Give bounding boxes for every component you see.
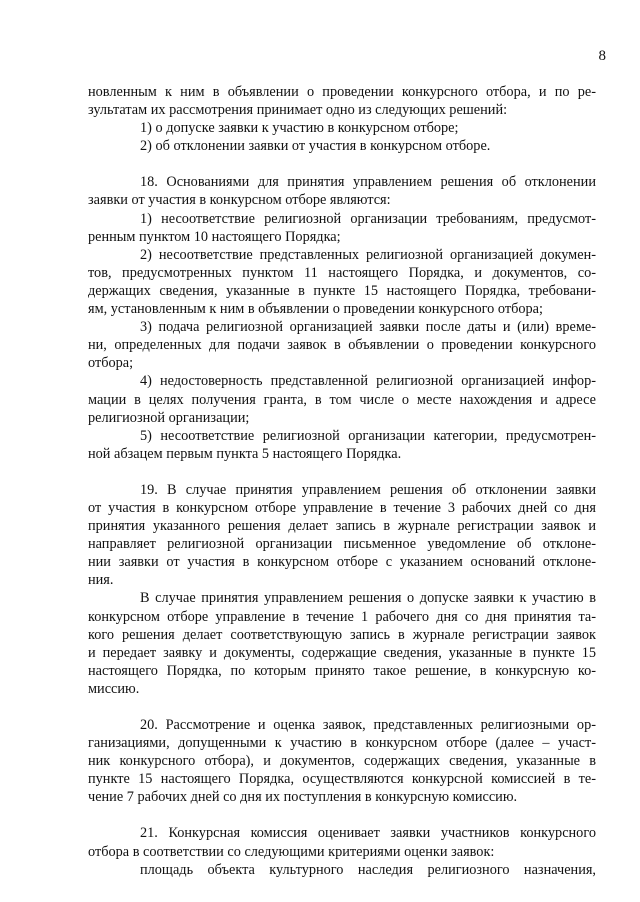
text-line: от участия в конкурсном отборе управление в течение 3 рабочих дней со дня (88, 499, 596, 516)
text-line: 19. В случае принятия управлением решения об отклонении заявки (140, 481, 596, 498)
text-line: 3) подача религиозной организацией заявки после даты и (или) време- (140, 319, 596, 336)
paragraph (88, 481, 596, 590)
paragraph-gap (88, 155, 596, 173)
text-line: направляет религиозной организации письменное уведомление об отклоне- (88, 536, 596, 553)
text-line: религиозной организации; (88, 409, 250, 426)
paragraph (88, 427, 596, 463)
text-line: 18. Основаниями для принятия управлением решения об отклонении (140, 174, 596, 191)
text-line: В случае принятия управлением решения о допуске заявки к участию в (140, 590, 596, 607)
text-line: 21. Конкурсная комиссия оценивает заявки участников конкурсного (140, 825, 596, 842)
text-line: 1) несоответствие религиозной организации требованиям, предусмот- (140, 210, 596, 227)
text-line: и передает заявку и документы, содержащие сведения, указанные в пункте 15 (88, 644, 596, 661)
text-line: 5) несоответствие религиозной организации категории, предусмотрен- (140, 427, 596, 444)
text-line: настоящего Порядка, по которым принято такое решение, в конкурсную ко- (88, 662, 596, 679)
text-line: конкурсном отборе управление в течение 1 рабочего дня со дня принятия та- (88, 608, 596, 625)
paragraph (88, 246, 596, 318)
paragraph (88, 824, 596, 860)
text-line: ни, определенных для подачи заявок в объявлении о проведении конкурсного (88, 337, 596, 354)
text-line: ник конкурсного отбора), и документов, содержащих сведения, указанные в (88, 753, 596, 770)
paragraph-gap (88, 806, 596, 824)
text-line: заявки от участия в конкурсном отборе являются: (88, 192, 391, 209)
text-line: новленным к ним в объявлении о проведении конкурсного отбора, и по ре- (88, 84, 596, 100)
text-line: принятия указанного решения делает запись в журнале регистрации заявок и (88, 518, 596, 535)
text-line: 4) недостоверность представленной религиозной организацией инфор- (140, 373, 596, 390)
text-line: мации в целях получения гранта, в том числе о месте нахождения и адресе (88, 391, 596, 408)
text-line: ганизациями, допущенными к участию в конкурсном отборе (далее – участ- (88, 735, 596, 752)
paragraph (88, 372, 596, 426)
text-line: держащих сведения, указанные в пункте 15 настоящего Порядка, требовани- (88, 282, 596, 299)
text-line: площадь объекта культурного наследия религиозного назначения, (140, 861, 596, 878)
text-line: 1) о допуске заявки к участию в конкурсном отборе; (140, 120, 459, 137)
paragraph (88, 716, 596, 806)
text-line: ям, установленным к ним в объявлении о проведении конкурсного отбора; (88, 301, 543, 318)
text-line: чение 7 рабочих дней со дня их поступления в конкурсную комиссию. (88, 789, 518, 806)
text-line: ренным пунктом 10 настоящего Порядка; (88, 228, 341, 245)
text-line: 2) несоответствие представленных религиозной организацией докумен- (140, 246, 596, 263)
text-line: нии заявки от участия в конкурсном отборе с указанием оснований отклоне- (88, 554, 596, 571)
document-body (88, 83, 596, 879)
text-line: пункте 15 настоящего Порядка, осуществляются конкурсной комиссией в те- (88, 771, 596, 788)
paragraph (88, 589, 596, 698)
paragraph (88, 210, 596, 246)
paragraph-gap (88, 463, 596, 481)
paragraph-gap (88, 698, 596, 716)
paragraph (88, 119, 596, 137)
paragraph (88, 83, 596, 119)
text-line: ния. (88, 572, 114, 589)
text-line: ной абзацем первым пункта 5 настоящего Порядка. (88, 445, 402, 462)
text-line: отбора; (88, 355, 134, 372)
paragraph (88, 137, 596, 155)
paragraph (88, 861, 596, 879)
paragraph (88, 173, 596, 209)
page-number: 8 (598, 48, 606, 64)
text-line: отбора в соответствии со следующими критериями оценки заявок: (88, 843, 495, 860)
text-line: 2) об отклонении заявки от участия в конкурсном отборе. (140, 138, 491, 155)
text-line: тов, предусмотренных пунктом 11 настоящего Порядка, и документов, со- (88, 264, 596, 281)
text-line: зультатам их рассмотрения принимает одно из следующих решений: (88, 102, 508, 119)
text-line: миссию. (88, 680, 140, 697)
paragraph (88, 318, 596, 372)
text-line: 20. Рассмотрение и оценка заявок, представленных религиозными ор- (140, 717, 596, 733)
text-line: кого решения делает соответствующую запись в журнале регистрации заявок (88, 626, 596, 643)
